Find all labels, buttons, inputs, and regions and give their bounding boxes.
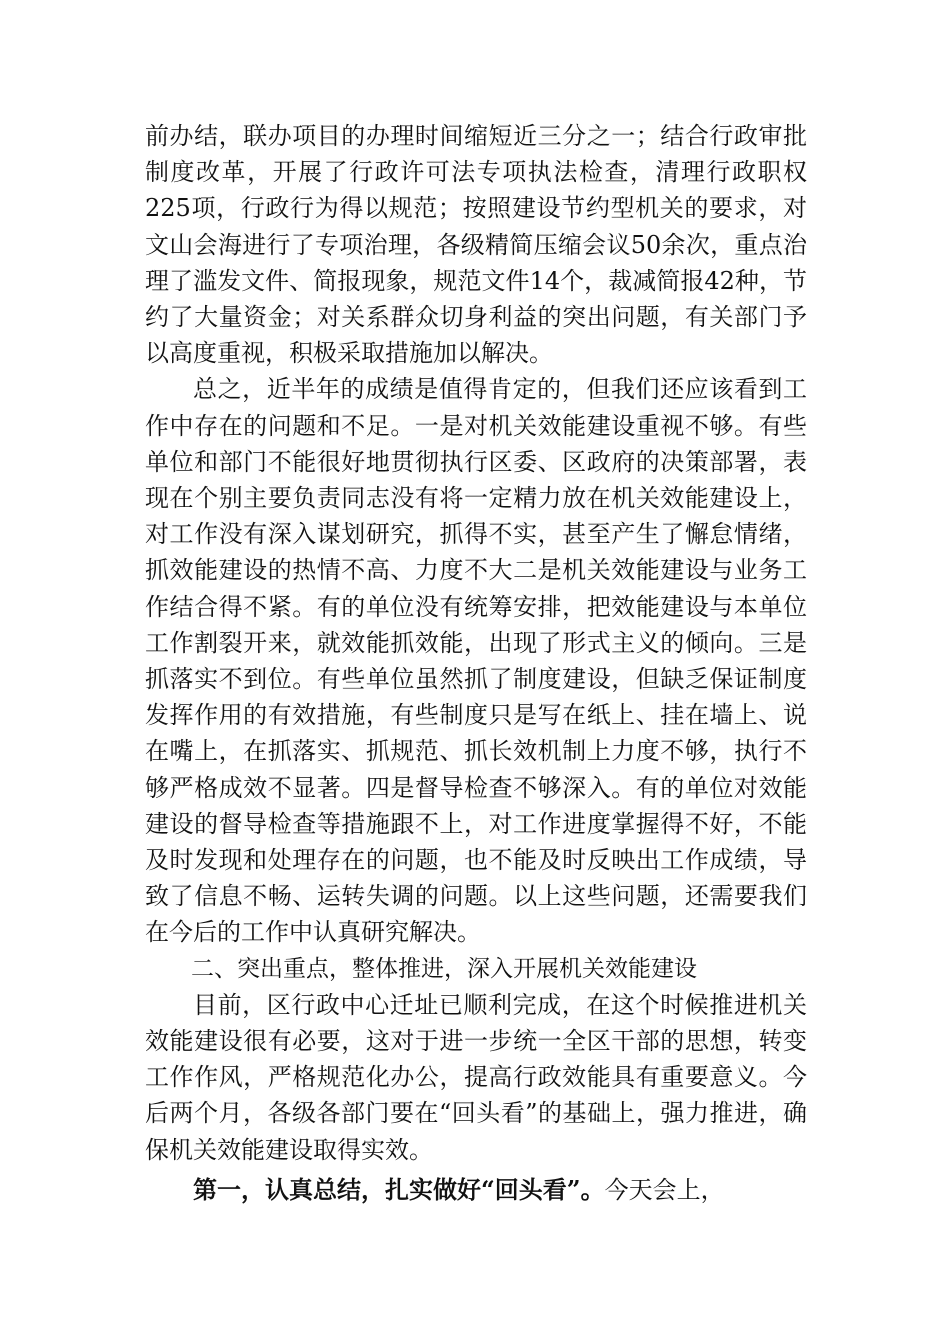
paragraph-current: 目前，区行政中心迁址已顺利完成，在这个时候推进机关效能建设很有必要，这对于进一步统一全区干部的思想，转变工作作风，严格规范化办公，提高行政效能具有重要意义。今后两个月，各级各部门要在“回头看”的基础上，强力推进，确保机关效能建设取得实效。: [145, 990, 807, 1164]
paragraph-first-point: [145, 1172, 807, 1208]
document-page: [145, 118, 807, 1208]
section-heading: 二、突出重点，整体推进，深入开展机关效能建设: [191, 955, 697, 982]
paragraph-summary: 总之，近半年的成绩是值得肯定的，但我们还应该看到工作中存在的问题和不足。一是对机关效能建设重视不够。有些单位和部门不能很好地贯彻执行区委、区政府的决策部署，表现在个别主要负责同志没有将一定精力放在机关效能建设上，对工作没有深入谋划研究，抓得不实，甚至产生了懈怠情绪，抓效能建设的热情不高、力度不大二是机关效能建设与业务工作结合得不紧。有的单位没有统筹安排，把效能建设与本单位工作割裂开来，就效能抓效能，出现了形式主义的倾向。三是抓落实不到位。有些单位虽然抓了制度建设，但缺乏保证制度发挥作用的有效措施，有些制度只是写在纸上、挂在墙上、说在嘴上，在抓落实、抓规范、抓长效机制上力度不够，执行不够严格成效不显著。四是督导检查不够深入。有的单位对效能建设的督导检查等措施跟不上，对工作进度掌握得不好，不能及时发现和处理存在的问题，也不能及时反映出工作成绩，导致了信息不畅、运转失调的问题。以上这些问题，还需要我们在今后的工作中认真研究解决。: [145, 375, 807, 947]
paragraph-continuation: 前办结，联办项目的办理时间缩短近三分之一；结合行政审批制度改革，开展了行政许可法专项执法检查，清理行政职权225项，行政行为得以规范；按照建设节约型机关的要求，对文山会海进行了专项治理，各级精简压缩会议50余次，重点治理了滥发文件、简报现象，规范文件14个，裁减简报42种，节约了大量资金；对关系群众切身利益的突出问题，有关部门予以高度重视，积极采取措施加以解决。: [145, 122, 807, 368]
first-point-lead: 第一，认真总结，扎实做好“回头看”。: [193, 1174, 605, 1204]
first-point-text: 今天会上，: [604, 1175, 725, 1204]
